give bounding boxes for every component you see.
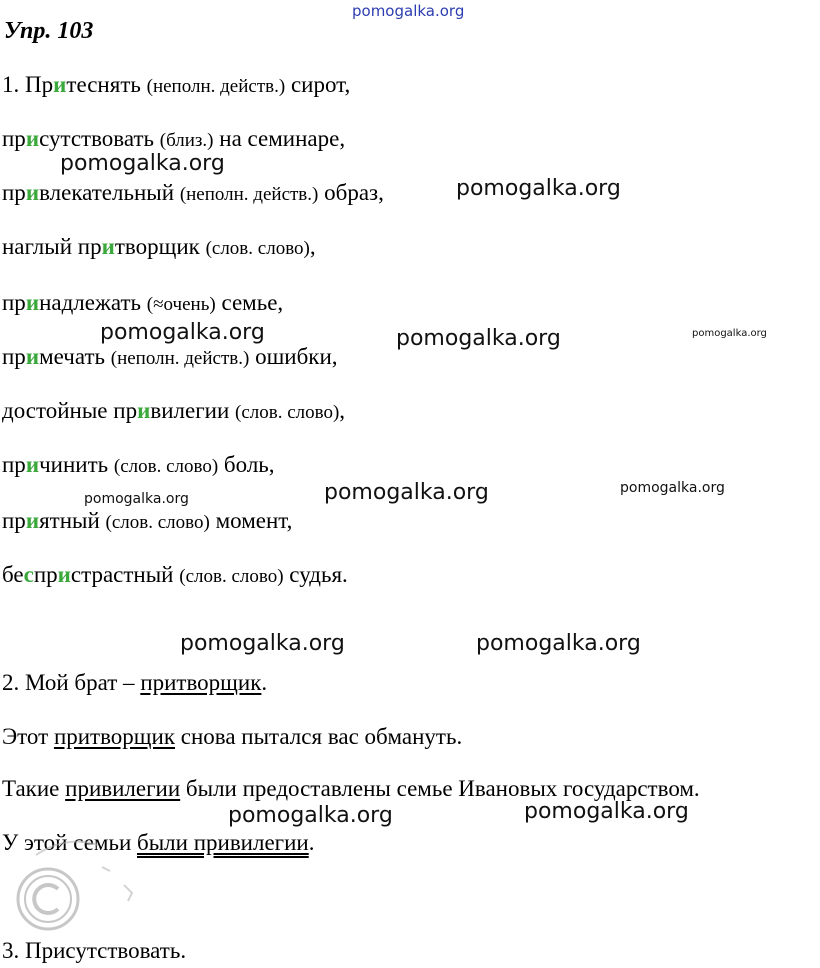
watermark: pomogalka.org [396,326,561,351]
copyright-stamp-icon [6,815,146,940]
text-part: бе [2,562,24,587]
text-part: достойные пр [2,398,138,423]
text-part: страстный [70,562,180,587]
highlighted-letter: и [25,508,40,533]
text-part: ошибки, [249,344,338,369]
note: (близ.) [159,130,214,151]
text-part: мечать [39,344,111,369]
text-part: пр [2,290,26,315]
list-item [2,344,338,370]
watermark: pomogalka.org [100,320,265,345]
note: (неполн. действ.) [146,76,286,97]
highlighted-letter: с [23,562,34,587]
text-part: момент, [209,508,293,533]
text-part: на семинаре, [213,126,346,151]
text-part: наглый пр [2,234,102,259]
text-part: пр [2,508,26,533]
highlighted-letter: и [25,180,40,205]
watermark: pomogalka.org [324,480,489,505]
text-part: семье, [215,290,284,315]
text-part: ятный [39,508,106,533]
list-item [2,562,348,588]
sentence [2,724,462,750]
list-item [2,508,292,534]
text-part: чинить [39,452,114,477]
watermark: pomogalka.org [180,631,345,656]
list-item [2,452,275,478]
watermark: pomogalka.org [692,328,767,339]
text-part: , [339,398,346,423]
text-part: влекательный [39,180,180,205]
highlighted-letter: и [137,398,151,423]
text-part: 2. Мой брат – [2,670,141,695]
highlighted-letter: и [25,452,40,477]
note: (неполн. действ.) [179,184,319,205]
watermark-top: pomogalka.org [352,2,465,20]
exercise-title: Упр. 103 [4,18,94,44]
text-part: . [308,830,315,855]
text-part: , [309,234,316,259]
double-underlined-word: были привилегии [137,830,309,855]
text-part: творщик [114,234,206,259]
highlighted-letter: и [25,344,40,369]
note: (неполн. действ.) [110,348,250,369]
text-part: Этот [2,724,54,749]
list-item [2,398,345,424]
highlighted-letter: и [101,234,115,259]
underlined-word: привилегии [65,776,181,801]
note: (слов. слово) [235,402,340,423]
note: (слов. слово) [205,238,310,259]
text-part: теснять [66,72,147,97]
watermark: pomogalka.org [84,491,189,507]
highlighted-letter: и [25,126,40,151]
note: (слов. слово) [105,512,210,533]
highlighted-letter: и [53,72,67,97]
text-part: были предоставлены семье Ивановых государством. [180,776,700,801]
text-part: судья. [283,562,348,587]
watermark: pomogalka.org [456,176,621,201]
sentence: 3. Присутствовать. [2,938,187,963]
text-part: Такие [2,776,66,801]
watermark: pomogalka.org [620,480,725,496]
text-part: надлежать [39,290,147,315]
text-part: пр [2,452,26,477]
text-part: 1. Пр [2,72,54,97]
text-part: сутствовать [39,126,160,151]
text-part: У этой семьи [2,830,138,855]
sentence [2,670,267,696]
text-part: пр [2,344,26,369]
list-item [2,180,384,206]
text-part: образ, [318,180,384,205]
text-part: боль, [218,452,275,477]
text-part: вилегии [150,398,235,423]
note: (слов. слово) [113,456,219,477]
list-item [2,72,350,98]
text-part: пр [2,180,26,205]
text-part: снова пытался вас обмануть. [175,724,463,749]
list-item [2,234,316,260]
note: (≈очень) [146,294,216,315]
watermark: pomogalka.org [60,151,225,176]
underlined-word: притворщик [53,724,176,749]
watermark: pomogalka.org [228,803,393,828]
highlighted-letter: и [57,562,71,587]
list-item [2,126,345,152]
text-part: пр [33,562,58,587]
watermark: pomogalka.org [476,631,641,656]
text-part: сирот, [285,72,351,97]
text-part: пр [2,126,26,151]
text-part: . [261,670,268,695]
note: (слов. слово) [179,566,284,587]
underlined-word: притворщик [140,670,262,695]
watermark: pomogalka.org [524,799,689,824]
highlighted-letter: и [25,290,40,315]
list-item [2,290,283,316]
